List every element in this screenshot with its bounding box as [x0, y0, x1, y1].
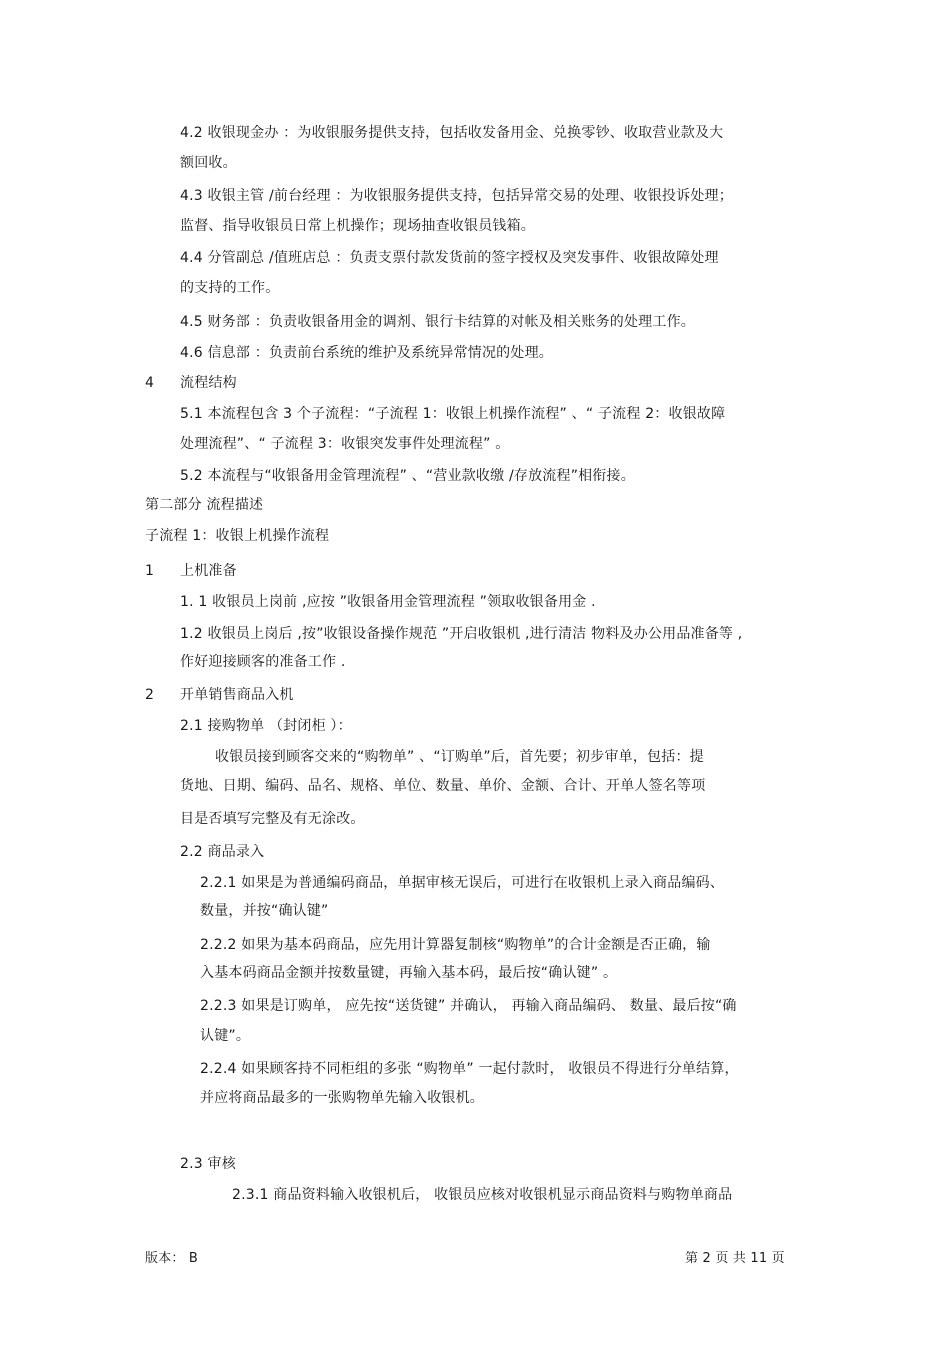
text-line: 5.2 本流程与“收银备用金管理流程” 、“营业款收缴 /存放流程”相衔接。: [180, 468, 635, 484]
text-line: 2.3.1 商品资料输入收银机后， 收银员应核对收银机显示商品资料与购物单商品: [232, 1187, 733, 1203]
part-heading: 第二部分 流程描述: [145, 497, 264, 513]
text-line: 的支持的工作。: [180, 280, 280, 296]
text-line: 1. 1 收银员上岗前 ,应按 ”收银备用金管理流程 ”领取收银备用金 .: [180, 594, 596, 610]
text-line: 2.2.3 如果是订购单， 应先按“送货键” 并确认， 再输入商品编码、 数量、最后按“确: [200, 998, 737, 1014]
text-line: 1.2 收银员上岗后 ,按”收银设备操作规范 ”开启收银机 ,进行清洁 物料及办公用品准备等 ,: [180, 626, 743, 642]
section-heading: 流程结构: [180, 375, 237, 391]
text-line: 4.2 收银现金办 ：为收银服务提供支持，包括收发备用金、兑换零钞、收取营业款及大: [180, 125, 724, 141]
text-line: 4.5 财务部 ：负责收银备用金的调剂、银行卡结算的对帐及相关账务的处理工作。: [180, 314, 695, 330]
text-line: 目是否填写完整及有无涂改。: [180, 811, 365, 827]
section-number: 1: [145, 563, 155, 579]
footer-version: 版本： B: [145, 1251, 199, 1266]
text-line: 货地、日期、编码、品名、规格、单位、数量、单价、金额、合计、开单人签名等项: [180, 778, 706, 794]
footer-page-number: 第 2 页 共 11 页: [685, 1251, 785, 1266]
section-heading: 开单销售商品入机: [180, 687, 294, 703]
text-line: 数量，并按“确认键”: [200, 903, 329, 919]
section-heading: 上机准备: [180, 563, 237, 579]
text-line: 2.2 商品录入: [180, 844, 265, 860]
text-line: 入基本码商品金额并按数量键，再输入基本码，最后按“确认键” 。: [200, 965, 618, 981]
text-line: 监督、指导收银员日常上机操作；现场抽查收银员钱箱。: [180, 218, 535, 234]
text-line: 处理流程”、“ 子流程 3：收银突发事件处理流程” 。: [180, 436, 510, 452]
section-number: 2: [145, 687, 155, 703]
text-line: 2.2.4 如果顾客持不同柜组的多张 “购物单” 一起付款时， 收银员不得进行分单结算，: [200, 1061, 739, 1077]
text-line: 4.6 信息部 ：负责前台系统的维护及系统异常情况的处理。: [180, 345, 553, 361]
text-line: 并应将商品最多的一张购物单先输入收银机。: [200, 1090, 484, 1106]
text-line: 5.1 本流程包含 3 个子流程：“子流程 1：收银上机操作流程” 、“ 子流程 2：收银故障: [180, 406, 726, 422]
text-line: 额回收。: [180, 155, 237, 171]
text-line: 作好迎接顾客的准备工作 .: [180, 654, 346, 670]
text-line: 收银员接到顾客交来的“购物单” 、“订购单”后，首先要；初步审单，包括：提: [215, 749, 704, 765]
text-line: 2.3 审核: [180, 1156, 236, 1172]
text-line: 2.1 接购物单 （封闭柜 ）：: [180, 718, 352, 734]
text-line: 4.4 分管副总 /值班店总 ：负责支票付款发货前的签字授权及突发事件、收银故障处理: [180, 250, 719, 266]
section-number: 4: [145, 375, 155, 391]
subprocess-heading: 子流程 1：收银上机操作流程: [145, 528, 330, 544]
text-line: 4.3 收银主管 /前台经理 ：为收银服务提供支持，包括异常交易的处理、收银投诉处理；: [180, 188, 733, 204]
text-line: 认键”。: [200, 1028, 251, 1044]
text-line: 2.2.2 如果为基本码商品，应先用计算器复制核“购物单”的合计金额是否正确，输: [200, 937, 711, 953]
text-line: 2.2.1 如果是为普通编码商品，单据审核无误后，可进行在收银机上录入商品编码、: [200, 875, 725, 891]
